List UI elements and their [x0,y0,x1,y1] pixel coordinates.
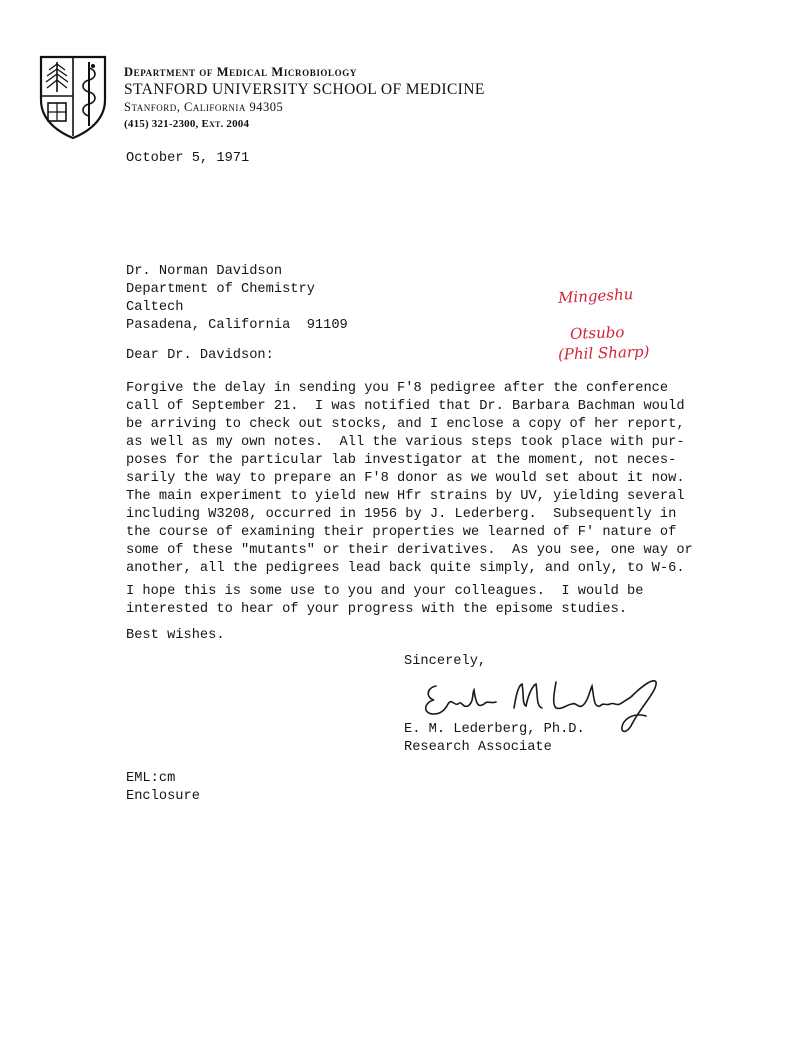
signer-title: Research Associate [404,740,552,755]
reference-initials: EML:cm [126,771,176,786]
handwritten-note: Mingeshu [557,285,634,307]
letterhead-location: Stanford, California 94305 [124,100,284,114]
signer-block [404,721,585,757]
letterhead-phone: (415) 321-2300, Ext. 2004 [124,118,250,130]
letterhead-department: Department of Medical Microbiology [124,65,357,79]
salutation: Dear Dr. Davidson: [126,348,274,363]
signoff: Sincerely, [404,654,487,669]
letter-date: October 5, 1971 [126,151,250,166]
signer-name: E. M. Lederberg, Ph.D. [404,722,585,737]
reference-block [126,770,200,806]
recipient-institution: Caltech [126,300,184,315]
body-line: interested to hear of your progress with the episome studies. [126,602,628,617]
body-line: The main experiment to yield new Hfr strains by UV, yielding several [126,489,685,504]
body-line: Forgive the delay in sending you F'8 pedigree after the conference [126,381,669,396]
recipient-address [126,263,348,335]
body-line: including W3208, occurred in 1956 by J. Lederberg. Subsequently in [126,507,677,522]
recipient-department: Department of Chemistry [126,282,315,297]
handwritten-note: (Phil Sharp) [557,342,650,364]
body-line: I hope this is some use to you and your colleagues. I would be [126,584,644,599]
body-line: call of September 21. I was notified that Dr. Barbara Bachman would [126,399,685,414]
body-line: be arriving to check out stocks, and I enclose a copy of her report, [126,417,685,432]
recipient-city: Pasadena, California 91109 [126,318,348,333]
recipient-name: Dr. Norman Davidson [126,264,283,279]
body-paragraph-1 [126,380,693,578]
body-line: some of these "mutants" or their derivatives. As you see, one way or [126,543,693,558]
body-paragraph-2 [126,583,643,619]
enclosure-note: Enclosure [126,789,200,804]
closing-line: Best wishes. [126,628,225,643]
body-line: sarily the way to prepare an F'8 donor as we would set about it now. [126,471,685,486]
stanford-seal-icon [38,54,108,140]
handwritten-note: Otsubo [569,323,625,343]
body-line: another, all the pedigrees lead back quite simply, and only, to W-6. [126,561,685,576]
body-line: poses for the particular lab investigator at the moment, not neces- [126,453,677,468]
letterhead-school: STANFORD UNIVERSITY SCHOOL OF MEDICINE [124,81,485,98]
body-line: the course of examining their properties we learned of F' nature of [126,525,677,540]
letterhead [124,64,485,133]
body-line: as well as my own notes. All the various steps took place with pur- [126,435,685,450]
